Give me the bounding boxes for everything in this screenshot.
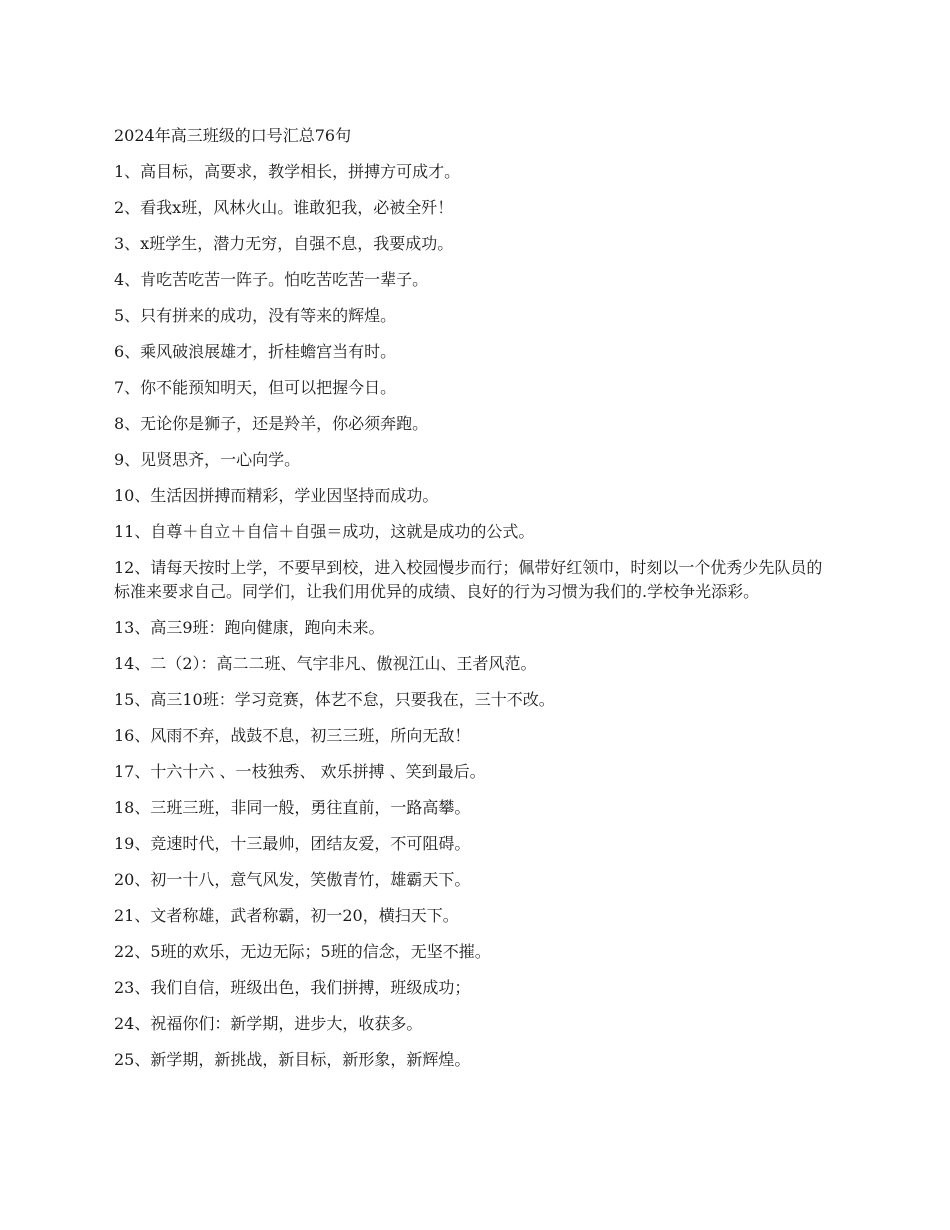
slogan-item: 17、十六十六 、一枝独秀、 欢乐拼搏 、笑到最后。 xyxy=(114,762,486,781)
slogan-item: 6、乘风破浪展雄才，折桂蟾宫当有时。 xyxy=(114,342,397,361)
slogan-item: 22、5班的欢乐，无边无际；5班的信念，无坚不摧。 xyxy=(114,942,491,961)
slogan-item: 12、请每天按时上学，不要早到校，进入校园慢步而行；佩带好红领巾，时刻以一个优秀少先队员的标准来要求自己。同学们，让我们用优异的成绩、良好的行为习惯为我们的.学校争光添彩。 xyxy=(114,558,823,601)
slogan-item: 11、自尊＋自立＋自信＋自强＝成功，这就是成功的公式。 xyxy=(114,522,535,541)
slogan-item: 7、你不能预知明天，但可以把握今日。 xyxy=(114,378,397,397)
slogan-item: 3、x班学生，潜力无穷，自强不息，我要成功。 xyxy=(114,234,454,253)
slogan-item: 21、文者称雄，武者称霸，初一20，横扫天下。 xyxy=(114,906,459,925)
slogan-item: 24、祝福你们：新学期，进步大，收获多。 xyxy=(114,1014,423,1033)
slogan-item: 1、高目标，高要求，教学相长，拼搏方可成才。 xyxy=(114,162,461,181)
slogan-item: 18、三班三班，非同一般，勇往直前，一路高攀。 xyxy=(114,798,471,817)
slogan-item: 9、见贤思齐，一心向学。 xyxy=(114,450,301,469)
slogan-item: 25、新学期，新挑战，新目标，新形象，新辉煌。 xyxy=(114,1050,471,1069)
slogan-item: 19、竞速时代，十三最帅，团结友爱，不可阻碍。 xyxy=(114,834,471,853)
slogan-item: 8、无论你是狮子，还是羚羊，你必须奔跑。 xyxy=(114,414,429,433)
document-title: 2024年高三班级的口号汇总76句 xyxy=(114,126,352,145)
document-body xyxy=(114,124,829,1084)
slogan-item: 14、二（2）：高二二班、气宇非凡、傲视江山、王者风范。 xyxy=(114,654,537,673)
slogan-item: 10、生活因拼搏而精彩，学业因坚持而成功。 xyxy=(114,486,439,505)
slogan-item: 15、高三10班：学习竞赛，体艺不怠，只要我在，三十不改。 xyxy=(114,690,555,709)
slogan-item: 16、风雨不弃，战鼓不息，初三三班，所向无敌！ xyxy=(114,726,471,745)
slogan-item: 13、高三9班：跑向健康，跑向未来。 xyxy=(114,618,385,637)
slogan-item: 5、只有拼来的成功，没有等来的辉煌。 xyxy=(114,306,397,325)
slogan-item: 23、我们自信，班级出色，我们拼搏，班级成功； xyxy=(114,978,471,997)
slogan-item: 2、看我x班，风林火山。谁敢犯我，必被全歼！ xyxy=(114,198,454,217)
slogan-item: 4、肯吃苦吃苦一阵子。怕吃苦吃苦一辈子。 xyxy=(114,270,429,289)
slogan-item: 20、初一十八，意气风发，笑傲青竹，雄霸天下。 xyxy=(114,870,471,889)
